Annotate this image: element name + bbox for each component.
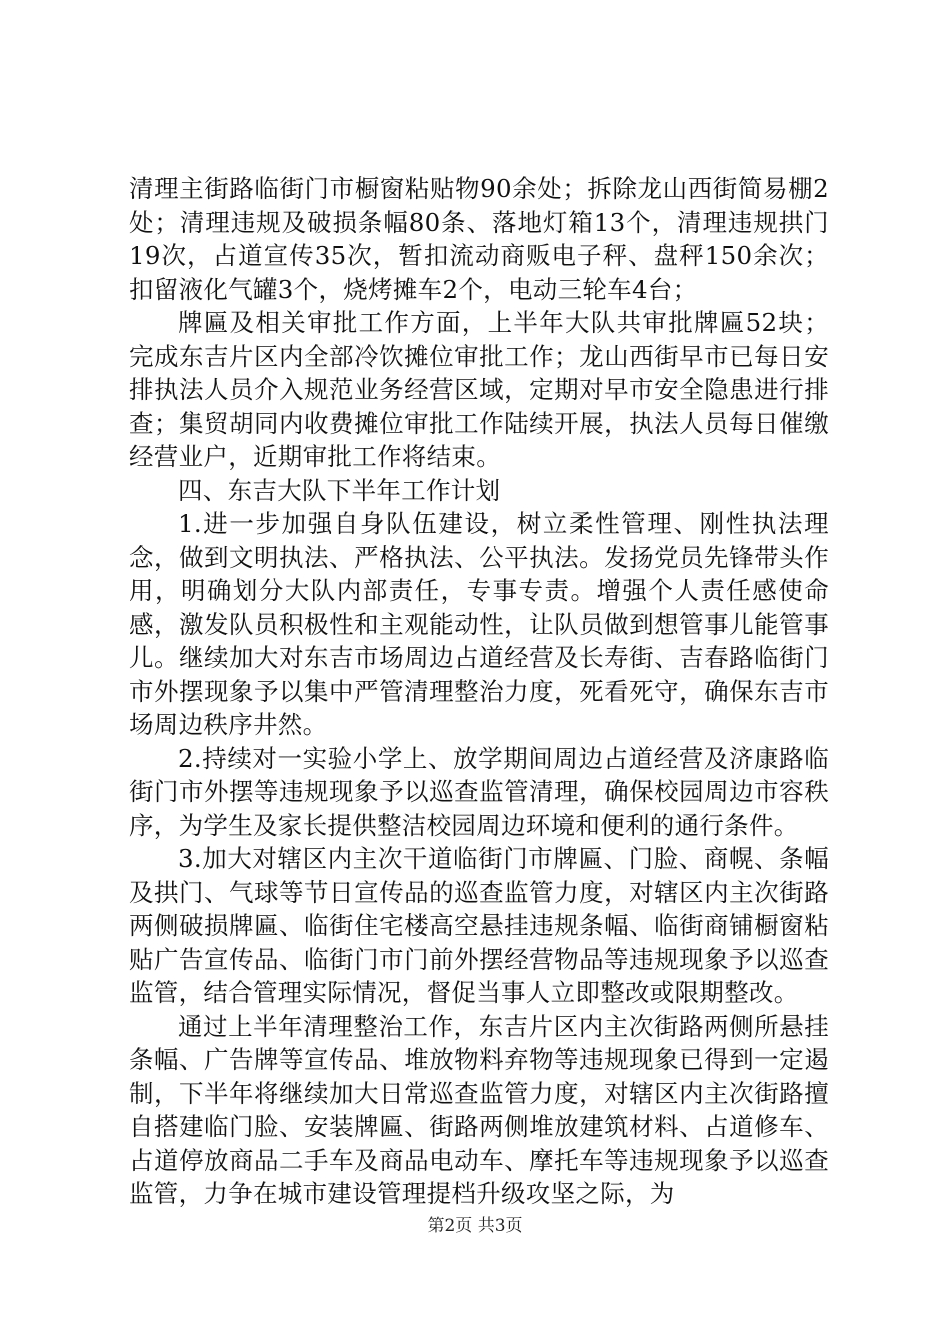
paragraph-summary: 通过上半年清理整治工作，东吉片区内主次街路两侧所悬挂条幅、广告牌等宣传品、堆放物料弃物等违规现象已得到一定遏制，下半年将继续加大日常巡查监管力度，对辖区内主次街路擅自搭建临门脸、安装牌匾、街路两侧堆放建筑材料、占道修车、占道停放商品二手车及商品电动车、摩托车等违规现象予以巡查监管，力争在城市建设管理提档升级攻坚之际，为 xyxy=(129,1011,829,1208)
plan-item-2: 2.持续对一实验小学上、放学期间周边占道经营及济康路临街门市外摆等违规现象予以巡查监管清理，确保校园周边市容秩序，为学生及家长提供整洁校园周边环境和便利的通行条件。 xyxy=(129,743,829,840)
paragraph-continuation: 清理主街路临街门市橱窗粘贴物90余处；拆除龙山西街简易棚2处；清理违规及破损条幅80条、落地灯箱13个，清理违规拱门19次，占道宣传35次，暂扣流动商贩电子秤、盘秤150余次；扣留液化气罐3个，烧烤摊车2个，电动三轮车4台； xyxy=(129,174,829,304)
document-body xyxy=(129,172,829,1211)
section-heading: 四、东吉大队下半年工作计划 xyxy=(178,475,501,505)
plan-item-1: 1.进一步加强自身队伍建设，树立柔性管理、刚性执法理念，做到文明执法、严格执法、公平执法。发扬党员先锋带头作用，明确划分大队内部责任，专事专责。增强个人责任感使命感，激发队员积极性和主观能动性，让队员做到想管事儿能管事儿。继续加大对东吉市场周边占道经营及长寿街、吉春路临街门市外摆现象予以集中严管清理整治力度，死看死守，确保东吉市场周边秩序井然。 xyxy=(129,509,829,739)
page-number-footer: 第2页 共3页 xyxy=(427,1216,523,1236)
paragraph-signage-approval: 牌匾及相关审批工作方面，上半年大队共审批牌匾52块；完成东吉片区内全部冷饮摊位审批工作；龙山西街早市已每日安排执法人员介入规范业务经营区域，定期对早市安全隐患进行排查；集贸胡同内收费摊位审批工作陆续开展，执法人员每日催缴经营业户，近期审批工作将结束。 xyxy=(129,308,829,471)
plan-item-3: 3.加大对辖区内主次干道临街门市牌匾、门脸、商幌、条幅及拱门、气球等节日宣传品的巡查监管力度，对辖区内主次街路两侧破损牌匾、临街住宅楼高空悬挂违规条幅、临街商铺橱窗粘贴广告宣传品、临街门市门前外摆经营物品等违规现象予以巡查监管，结合管理实际情况，督促当事人立即整改或限期整改。 xyxy=(129,844,829,1007)
